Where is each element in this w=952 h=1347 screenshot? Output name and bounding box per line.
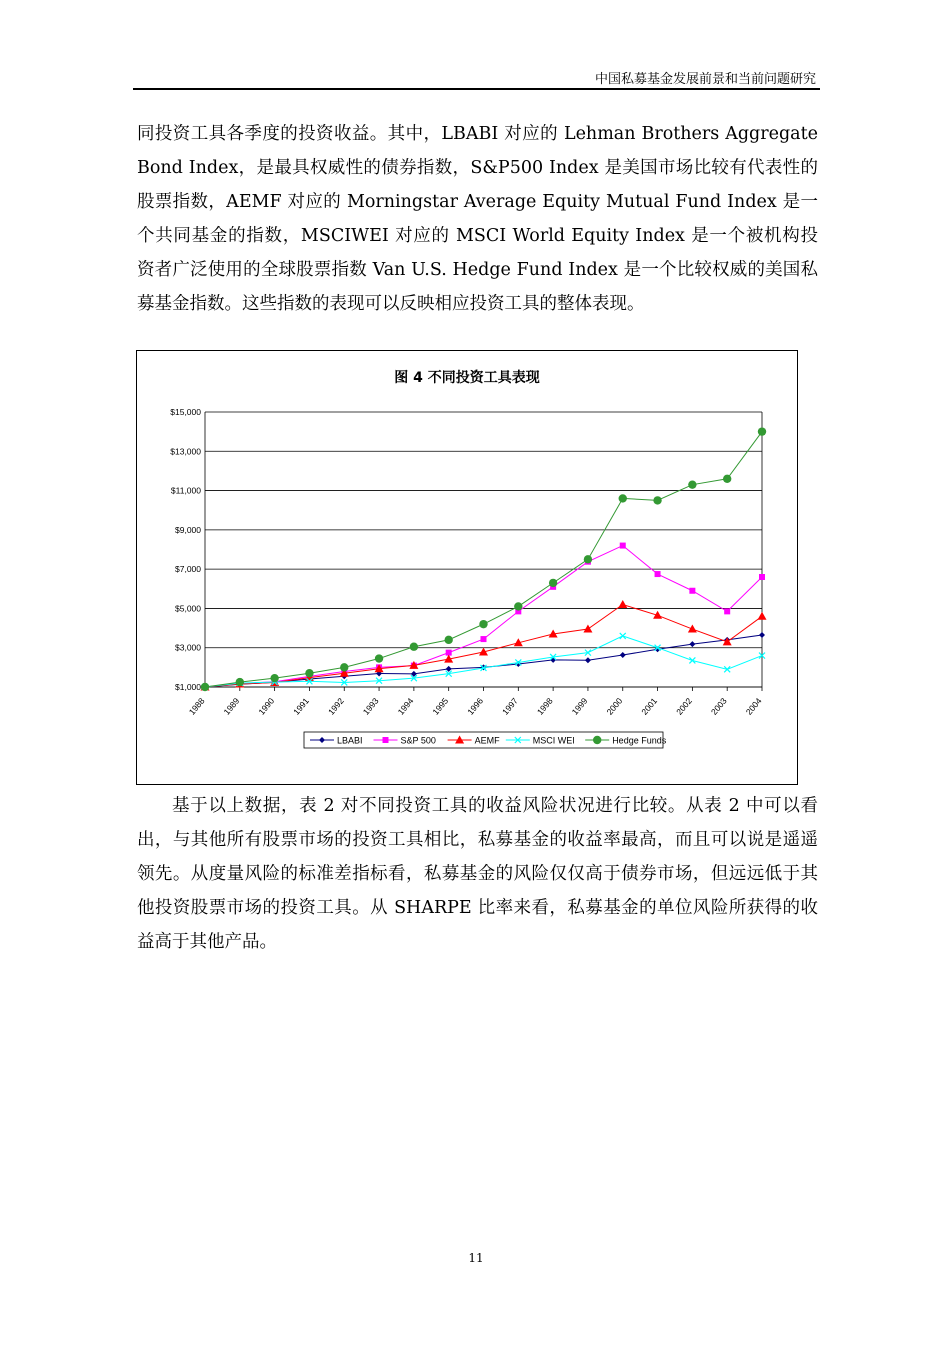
data-point-s-p-500 — [481, 636, 487, 642]
data-point-hedge-funds — [270, 674, 278, 682]
data-point-lbabi — [759, 632, 765, 638]
data-point-hedge-funds — [758, 427, 766, 435]
legend-label-aemf: AEMF — [474, 735, 500, 746]
x-tick-label: 1993 — [360, 695, 381, 717]
legend-label-s-p-500: S&P 500 — [400, 735, 436, 746]
figure-4 — [136, 350, 798, 785]
chart-title: 图 4 不同投资工具表现 — [394, 370, 540, 386]
page-number: 11 — [468, 1251, 484, 1265]
data-point-hedge-funds — [236, 678, 244, 686]
paragraph-2: 基于以上数据，表 2 对不同投资工具的收益风险状况进行比较。从表 2 中可以看出，与其他所有股票市场的投资工具相比，私募基金的收益率最高，而且可以说是遥遥领先。从度量风险的标准差指标看，私募基金的风险仅仅高于债券市场，但远远低于其他投资股票市场的投资工具。从 SHARPE 比率来看，私募基金的单位风险所获得的收益高于其他产品。 — [137, 796, 818, 952]
page-header — [133, 66, 820, 90]
data-point-aemf — [723, 637, 732, 645]
x-tick-label: 1995 — [430, 695, 451, 717]
data-point-hedge-funds — [619, 494, 627, 502]
data-point-hedge-funds — [514, 602, 522, 610]
x-tick-label: 1997 — [500, 695, 520, 717]
data-point-hedge-funds — [549, 579, 557, 587]
data-point-msci-wei — [724, 666, 730, 672]
x-tick-label: 1996 — [465, 695, 486, 717]
data-point-hedge-funds — [653, 496, 661, 504]
data-point-s-p-500 — [655, 571, 661, 577]
legend-label-msci-wei: MSCI WEI — [532, 735, 575, 746]
data-point-msci-wei — [620, 633, 626, 639]
x-tick-label: 1999 — [569, 695, 590, 717]
x-tick-label: 1994 — [395, 695, 416, 717]
data-point-aemf — [583, 625, 592, 633]
data-point-aemf — [618, 600, 627, 608]
x-tick-label: 2000 — [604, 695, 625, 717]
header-title: 中国私募基金发展前景和当前问题研究 — [594, 72, 816, 87]
data-point-hedge-funds — [723, 475, 731, 483]
data-point-aemf — [758, 612, 767, 620]
data-point-hedge-funds — [584, 555, 592, 563]
data-point-hedge-funds — [340, 663, 348, 671]
data-point-lbabi — [689, 641, 695, 647]
x-tick-label: 1989 — [221, 695, 242, 717]
x-tick-label: 2004 — [743, 695, 764, 717]
data-point-aemf — [688, 625, 697, 633]
y-tick-label: $5,000 — [175, 603, 201, 614]
y-tick-label: $15,000 — [170, 407, 201, 417]
chart-svg — [137, 351, 797, 784]
y-tick-label: $13,000 — [170, 446, 201, 457]
legend-label-lbabi: LBABI — [337, 735, 363, 746]
data-point-lbabi — [585, 657, 591, 663]
data-point-s-p-500 — [620, 543, 626, 549]
x-tick-label: 1992 — [325, 695, 346, 717]
data-point-hedge-funds — [444, 636, 452, 644]
x-tick-label: 2003 — [708, 695, 729, 717]
x-tick-label: 2002 — [674, 695, 694, 717]
data-point-s-p-500 — [759, 574, 765, 580]
data-point-hedge-funds — [305, 669, 313, 677]
paragraph-1: 同投资工具各季度的投资收益。其中，LBABI 对应的 Lehman Brothers Aggregate Bond Index，是最具权威性的债券指数，S&P500 Index 是美国市场比较有代表性的股票指数，AEMF 对应的 Morningstar Average Equity Mutual Fund Index 是一个共同基金的指数，MSCIWEI 对应的 MSCI World Equity Index 是一个被机构投资者广泛使用的全球股票指数 Van U.S. Hedge Fund Index 是一个比较权威的美国私募基金指数。这些指数的表现可以反映相应投资工具的整体表现。 — [137, 124, 818, 314]
data-point-msci-wei — [689, 657, 695, 663]
legend-marker-hedge-funds — [593, 736, 601, 744]
data-point-hedge-funds — [688, 480, 696, 488]
y-tick-label: $11,000 — [170, 485, 201, 496]
x-tick-label: 1988 — [186, 695, 207, 717]
data-point-hedge-funds — [375, 654, 383, 662]
y-tick-label: $3,000 — [175, 642, 201, 653]
x-tick-label: 1998 — [534, 695, 555, 717]
data-point-lbabi — [620, 652, 626, 658]
data-point-hedge-funds — [479, 620, 487, 628]
data-point-hedge-funds — [201, 683, 209, 691]
data-point-s-p-500 — [724, 608, 730, 614]
x-tick-label: 2001 — [639, 695, 660, 717]
data-point-s-p-500 — [689, 588, 695, 594]
y-tick-label: $7,000 — [175, 564, 201, 575]
legend-label-hedge-funds: Hedge Funds — [612, 735, 667, 746]
legend-marker-s-p-500 — [383, 737, 389, 743]
x-tick-label: 1991 — [291, 695, 311, 717]
y-tick-label: $9,000 — [175, 524, 201, 535]
y-tick-label: $1,000 — [175, 682, 201, 692]
x-tick-label: 1990 — [256, 695, 277, 717]
data-point-hedge-funds — [410, 643, 418, 651]
